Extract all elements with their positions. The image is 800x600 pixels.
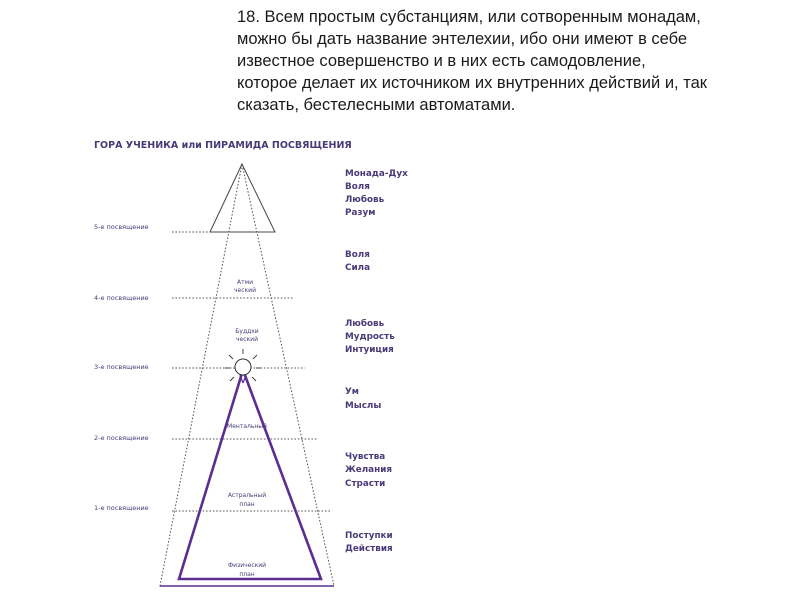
diagram-title: ГОРА УЧЕНИКА или ПИРАМИДА ПОСВЯЩЕНИЯ bbox=[94, 140, 352, 151]
plane-label-astral-2: план bbox=[239, 501, 255, 508]
quality-actions-1: Поступки bbox=[345, 531, 393, 541]
initiation-label-1: 1-е посвящение bbox=[94, 504, 149, 512]
quality-actions-2: Действия bbox=[345, 544, 393, 554]
quality-will-2: Сила bbox=[345, 263, 370, 273]
plane-label-atmic-1: Атми bbox=[236, 279, 254, 286]
quality-love-1: Любовь bbox=[345, 319, 385, 329]
quality-mind-1: Ум bbox=[345, 387, 359, 397]
quote-line: 18. Всем простым субстанциям, или сотворенным монадам, bbox=[237, 8, 701, 26]
quality-feelings-1: Чувства bbox=[345, 452, 386, 462]
quote-paragraph bbox=[237, 6, 797, 116]
plane-label-buddhic-2: ческий bbox=[236, 336, 258, 343]
inner-triangle bbox=[179, 370, 321, 579]
quote-line: сказать, бестелесными автоматами. bbox=[237, 96, 516, 114]
quote-line: можно бы дать название энтелехии, ибо они имеют в себе bbox=[237, 30, 688, 48]
quality-monad-2: Воля bbox=[345, 182, 370, 192]
plane-label-mental: Ментальный bbox=[227, 423, 267, 430]
quality-love-2: Мудрость bbox=[345, 332, 395, 342]
quote-line: известное совершенство и в них есть самодовление, bbox=[237, 52, 646, 70]
initiation-label-5: 5-е посвящение bbox=[94, 223, 149, 231]
quality-mind-2: Мыслы bbox=[345, 401, 382, 411]
quote-line: которое делает их источником их внутренних действий и, так bbox=[237, 74, 707, 92]
plane-label-atmic-2: ческий bbox=[234, 287, 256, 294]
quality-monad-4: Разум bbox=[345, 208, 376, 218]
quality-feelings-3: Страсти bbox=[345, 479, 386, 489]
plane-label-buddhic-1: Буддхи bbox=[235, 328, 259, 335]
summit-triangle bbox=[210, 164, 275, 232]
plane-label-physical-1: Физический bbox=[227, 562, 267, 569]
quality-will-1: Воля bbox=[345, 250, 370, 260]
plane-label-astral-1: Астральный bbox=[227, 492, 267, 499]
quality-monad-3: Любовь bbox=[345, 195, 385, 205]
initiation-label-2: 2-е посвящение bbox=[94, 434, 149, 442]
quality-love-3: Интуиция bbox=[345, 345, 394, 355]
outer-pyramid bbox=[160, 164, 334, 586]
sun-icon bbox=[225, 349, 261, 383]
initiation-label-4: 4-е посвящение bbox=[94, 294, 149, 302]
quality-monad-1: Монада-Дух bbox=[345, 169, 408, 179]
plane-label-physical-2: план bbox=[239, 571, 255, 578]
initiation-label-3: 3-е посвящение bbox=[94, 363, 149, 371]
initiation-pyramid-diagram bbox=[77, 128, 477, 598]
quality-feelings-2: Желания bbox=[345, 465, 393, 475]
